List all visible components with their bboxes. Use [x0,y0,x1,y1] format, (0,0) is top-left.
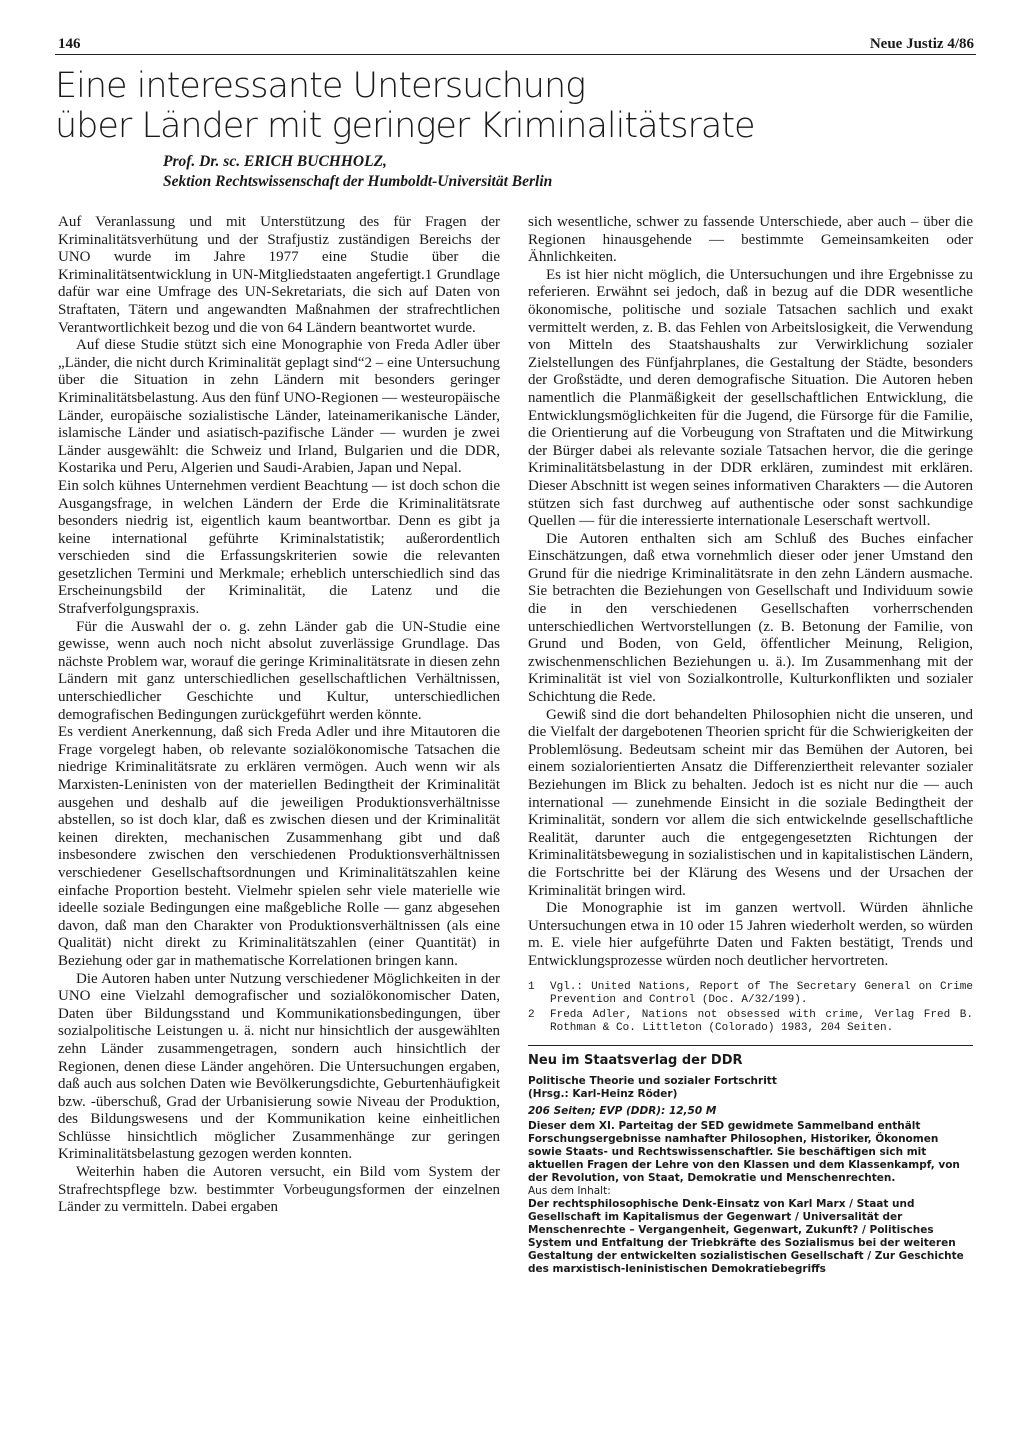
footnote [528,1009,973,1035]
footnote-number: 2 [528,1008,535,1021]
footnote-text: Freda Adler, Nations not obsessed with crime, Verlag Fred B. Rothman & Co. Littleton (Colorado) 1983, 204 Seiten. [550,1008,973,1034]
paragraph: Für die Auswahl der o. g. zehn Länder gab die UN-Studie eine gewisse, wenn auch noch nicht absolut zuverlässige Grundlage. Das nächste Problem war, worauf die geringe Kriminalitätsrate in diesen zehn Ländern mit ganz unterschiedlichen gesellschaftlichen Verhältnissen, unterschiedlicher Geschichte und Kultur, unterschiedlichen demografischen Bedingungen zurückgeführt werden könnte. [58,618,500,723]
contents-label: Aus dem Inhalt: [528,1184,611,1197]
footnotes [528,981,973,1035]
book-description: Dieser dem XI. Parteitag der SED gewidmete Sammelband enthält Forschungsergebnisse namhafter Philosophen, Historiker, Ökonomen sowie Staats- und Rechtswissenschaftler. Sie beschäftigen sich mit aktuellen Fragen der Lehre von den Klassen und dem Klassenkampf, von der Revolution, von Staat, Demokratie und Menschenrechten. [528,1119,960,1184]
footnote-text: Vgl.: United Nations, Report of The Secretary General on Crime Prevention and Control (Doc. A/32/199). [550,980,973,1006]
box-rule [528,1045,973,1046]
book-contents: Der rechtsphilosophische Denk-Einsatz von Karl Marx / Staat und Gesellschaft im Kapitalismus der Gegenwart / Universalität der Menschenrechte – Vergangenheit, Gegenwart, Zukunft? / Politisches System und Entfaltung der Triebkräfte des Sozialismus bei der weiteren Gestaltung der entwickelten sozialistischen Gesellschaft / Zur Geschichte des marxistisch-leninistischen Demokratiebegriffs [528,1197,964,1275]
left-column [58,214,500,1217]
publisher-notice [528,1054,973,1276]
paragraph: Auf diese Studie stützt sich eine Monographie von Freda Adler über „Länder, die nicht durch Kriminalität geplagt sind“2 – eine Untersuchung über die Situation in zehn Ländern mit besonders geringer Kriminalitätsbelastung. Aus den fünf UNO-Regionen — westeuropäische Länder, europäische sozialistische Länder, lateinamerikanische Länder, islamische Länder und asiatisch-pazifische Länder — wurden je zwei Länder ausgewählt: die Schweiz und Irland, Bulgarien und die DDR, Kostarika und Peru, Algerien und Saudi-Arabien, Japan und Nepal. [58,337,500,477]
book-title: Politische Theorie und sozialer Fortschritt [528,1074,777,1087]
page-number: 146 [58,36,81,52]
paragraph: Die Autoren enthalten sich am Schluß des Buches einfacher Einschätzungen, daß etwa vornehmlich dieser oder jener Umstand den Grund für die niedrige Kriminalitätsrate in den zehn Ländern ausmache. Sie betrachten die Beziehungen von Gesellschaft und Individuum sowie die in den verschiedenen Gesellschaften vorherrschenden unterschiedlichen Wertvorstellungen (z. B. Betonung der Familie, von Grund und Boden, von Geld, öffentlicher Meinung, Religion, zwischenmenschlichen Beziehungen u. ä.). Im Zusammenhang mit der Kriminalität ist viel von Sozialkontrolle, Kulturkonflikten und sozialer Schichtung die Rede. [528,530,973,706]
paragraph: Es verdient Anerkennung, daß sich Freda Adler und ihre Mitautoren die Frage vorgelegt haben, ob relevante sozialökonomische Tatsachen die niedrige Kriminalitätsrate zu erklären vermögen. Auch wenn wir als Marxisten-Leninisten von der materiellen Bedingtheit der Kriminalität ausgehen und deshalb auf die jeweiligen Produktionsverhältnisse abstellen, so ist doch klar, daß es zwischen diesen und der Kriminalität keinen direkten, mechanischen Zusammenhang gibt und daß insbesondere zwischen den verschiedenen Produktionsverhältnissen verschiedener Gesellschaftsordnungen und Kriminalitätszahlen keine einfache Proportion besteht. Vielmehr spielen sehr viele materielle wie ideelle soziale Bedingungen eine maßgebliche Rolle — ganz abgesehen davon, daß man den Charakter von Produktionsverhältnissen (als eine Qualität) nicht direkt zu Kriminalitätszahlen (einer Quantität) in Beziehung oder gar in mathematische Korrelationen bringen kann. [58,724,500,969]
paragraph: Gewiß sind die dort behandelten Philosophien nicht die unseren, und die Vielfalt der dargebotenen Theorien spricht für die Schwierigkeiten der Problemlösung. Bedeutsam scheint mir das Bemühen der Autoren, bei einem sozialorientierten Ansatz die Differenziertheit relevanter sozialer Beziehungen im Blick zu behalten. Jedoch ist es nicht nur die — auch international — zunehmende Einsicht in die soziale Bedingtheit der Kriminalität, sondern vor allem die sich entwickelnde gesellschaftliche Realität, darunter auch die entgegengesetzten Richtungen der Kriminalitätsbewegung in sozialistischen und in kapitalistischen Ländern, die Fortschritte bei der Klärung des Wesens und der Ursachen der Kriminalität bringen wird. [528,706,973,899]
header-rule [55,54,976,55]
paragraph: Es ist hier nicht möglich, die Untersuchungen und ihre Ergebnisse zu referieren. Erwähnt sei jedoch, daß in bezug auf die DDR wesentliche ökonomische, politische und soziale Tatsachen sachlich und exakt vermittelt werden, z. B. das Fehlen von Arbeitslosigkeit, die Verwendung von Mitteln des Staatshaushalts zur Verwirklichung sozialer Zielstellungen des Fünfjahrplanes, die Gestaltung der Städte, besonders der Großstädte, und deren demografische Situation. Die Autoren heben namentlich die Planmäßigkeit der gesellschaftlichen Entwicklung, die Entwicklungsmöglichkeiten für die Jugend, die Fürsorge für die Familie, die Orientierung auf die Vorbeugung von Straftaten und die Mitwirkung der Bürger dabei als relevante soziale Tatsachen hervor, die die geringe Kriminalitätsbelastung in der DDR erklären, zumindest mit erklären. Dieser Abschnitt ist wegen seines informativen Charakters — die Autoren stützen sich fast durchweg auf authentische oder sonst sachkundige Quellen — für die interessierte internationale Leserschaft wertvoll. [528,266,973,530]
title-line-2: über Länder mit geringer Kriminalitätsrate [55,106,755,146]
footnote-number: 1 [528,980,535,993]
paragraph: Ein solch kühnes Unternehmen verdient Beachtung — ist doch schon die Ausgangsfrage, in welchen Ländern der Erde die Kriminalitätsrate besonders niedrig ist, eigentlich kaum beantwortbar. Denn es gibt ja keine international geführte Kriminalstatistik; außerordentlich verschieden sind die Erfassungskriterien sowie die relevanten gesetzlichen Termini und Merkmale; erheblich unterschiedlich sind das Erscheinungsbild der Kriminalität, die Latenz und die Strafverfolgungspraxis. [58,477,500,618]
book-editor: (Hrsg.: Karl-Heinz Röder) [528,1087,678,1100]
paragraph: Weiterhin haben die Autoren versucht, ein Bild vom System der Strafrechtspflege bzw. bestimmter Vorbeugungsformen der einzelnen Länder zu vermitteln. Dabei ergaben [58,1164,500,1216]
paragraph: Die Monographie ist im ganzen wertvoll. Würden ähnliche Untersuchungen etwa in 10 oder 15 Jahren wiederholt werden, so würden m. E. viele hier aufgeführte Daten und Fakten bestätigt, Trends und Entwicklungsprozesse würden noch deutlicher hervortreten. [528,900,973,969]
author-affiliation: Sektion Rechtswissenschaft der Humboldt-Universität Berlin [163,173,553,190]
paragraph: Die Autoren haben unter Nutzung verschiedener Möglichkeiten in der UNO eine Vielzahl demografischer und sozialökonomischer Daten, Daten über Bildungsstand und Kommunikationsbedingungen, über sozialpolitische Leistungen u. ä. nicht nur hinsichtlich der ausgewählten zehn Länder zusammengetragen, sondern auch hinsichtlich der Regionen, denen diese Länder angehören. Die Untersuchungen ergaben, daß auch aus solchen Daten wie Bevölkerungsdichte, Geburtenhäufigkeit bzw. -überschuß, Grad der Urbanisierung sowie Niveau der Produktion, des Bildungswesens und der Kommunikation keine einheitlichen Schlüsse hinsichtlich möglicher Zusammenhänge zur geringen Kriminalitätsbelastung gezogen werden konnten. [58,970,500,1163]
journal-reference: Neue Justiz 4/86 [869,36,974,52]
title-line-1: Eine interessante Untersuchung [55,66,586,106]
author-block [163,152,983,192]
right-column [528,214,973,1276]
article-title [55,66,815,146]
author-name: Prof. Dr. sc. ERICH BUCHHOLZ, [163,153,387,170]
book-price: 206 Seiten; EVP (DDR): 12,50 M [528,1104,717,1117]
paragraph: Auf Veranlassung und mit Unterstützung des für Fragen der Kriminalitätsverhütung und der Strafjustiz zuständigen Bereichs der UNO wurde im Jahre 1977 eine Studie über die Kriminalitätsentwicklung in UN-Mitgliedstaaten angefertigt.1 Grundlage dafür war eine Umfrage des UN-Sekretariats, die sich auf Daten von Straftaten, Tätern und angewandten Maßnahmen der strafrechtlichen Verantwortlichkeit bezog und die von 64 Ländern beantwortet wurde. [58,214,500,336]
footnote [528,981,973,1007]
paragraph: sich wesentliche, schwer zu fassende Unterschiede, aber auch – über die Regionen hinausgehende — bestimmte Gemeinsamkeiten oder Ähnlichkeiten. [528,214,973,266]
notice-heading: Neu im Staatsverlag der DDR [528,1052,743,1068]
